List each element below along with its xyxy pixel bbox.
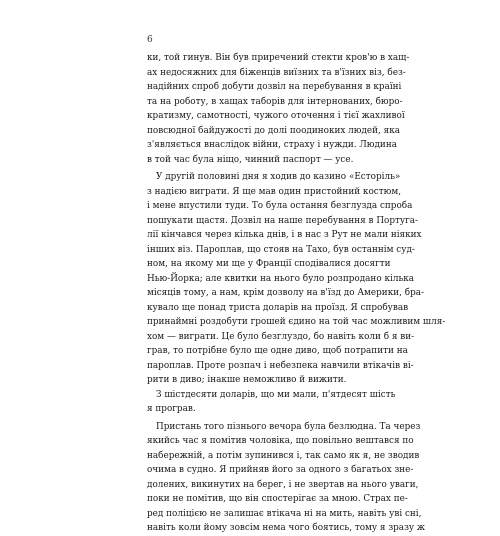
text-line: в той час була ніщо, чинний паспорт — усе. <box>147 154 354 165</box>
text-line: З шістдесяти доларів, що ми мали, п'ятдесят шість <box>156 389 396 400</box>
text-line: кувало ще понад триста доларів на проїзд. Я спробував <box>147 302 409 313</box>
text-line: Нью-Йорка; але квитки на нього було розпродано кілька <box>147 273 415 284</box>
text-line: ах недосяжних для біженців виїзних та в'їзних віз, без- <box>147 67 406 78</box>
text-line: надійних спроб добути дозвіл на перебування в країні <box>147 82 402 92</box>
text-line: місяців тому, а нам, крім дозволу на в'їзд до Америки, бра- <box>147 288 424 298</box>
text-line: лії кінчався через кілька днів, і в нас з Рут не мали ніяких <box>147 230 422 240</box>
text-line: набережній, а потім зупинився і, так само як я, не зводив <box>147 450 420 461</box>
text-line: з надією виграти. Я ще мав один пристойний костюм, <box>147 186 402 197</box>
text-line: принаймні роздобути грошей єдино на той час можливим шля- <box>147 317 446 327</box>
page-marker: 6 <box>147 35 153 45</box>
text-line: хом — виграти. Це було безглуздо, бо навіть коли б я ви- <box>147 331 415 342</box>
text-line: грав, то потрібне було ще одне диво, щоб потрапити на <box>147 346 408 356</box>
text-line: Пристань того пізнього вечора була безлюдна. Та через <box>156 421 421 432</box>
text-line: інших віз. Пароплав, що стояв на Тахо, був останнім суд- <box>147 244 415 255</box>
text-line: долених, викинутих на берег, і не звертав на нього уваги, <box>147 479 419 490</box>
text-line: очима в судно. Я прийняв його за одного з багатьох зне- <box>147 465 414 475</box>
text-line: повсюдної байдужості до долі поодиноких людей, яка <box>147 125 401 136</box>
paragraph-4 <box>147 420 426 536</box>
text-line: ред поліцією не залишає втікача ні на мить, навіть уві сні, <box>147 508 422 519</box>
paragraph-3 <box>147 388 396 417</box>
body-text <box>147 51 446 536</box>
text-line: і мене впустили туди. То була остання безглузда спроба <box>147 201 413 211</box>
text-line: поки не помітив, що він спостерігає за мною. Страх пе- <box>147 494 408 504</box>
text-line: я програв. <box>147 404 196 414</box>
text-line: ном, на якому ми ще у Франції сподівалися досягти <box>147 259 391 269</box>
text-line: якийсь час я помітив чоловіка, що повільно вештався по <box>147 436 414 446</box>
text-line: кратизму, самотності, чужого оточення і тієї жахливої <box>147 111 405 121</box>
text-line: навіть коли йому зовсім нема чого боятись, тому я зразу ж <box>147 523 426 533</box>
text-line: з'являється внаслідок війни, страху і нужди. Людина <box>147 140 397 150</box>
paragraph-2 <box>147 170 446 388</box>
paragraph-1 <box>147 51 410 167</box>
text-line: У другій половині дня я ходив до казино «Есторіль» <box>156 172 401 182</box>
text-line: ки, той гинув. Він був приречений стекти кров'ю в хащ- <box>147 53 410 63</box>
text-line: та на роботу, в хащах таборів для інтернованих, бюро- <box>147 96 403 107</box>
text-line: рити в диво; інакше неможливо й вижити. <box>147 375 347 385</box>
text-line: пароплав. Проте розпач і небезпека навчили втікачів ві- <box>147 360 414 371</box>
text-line: пошукати щастя. Дозвіл на наше перебування в Португа- <box>147 215 419 226</box>
